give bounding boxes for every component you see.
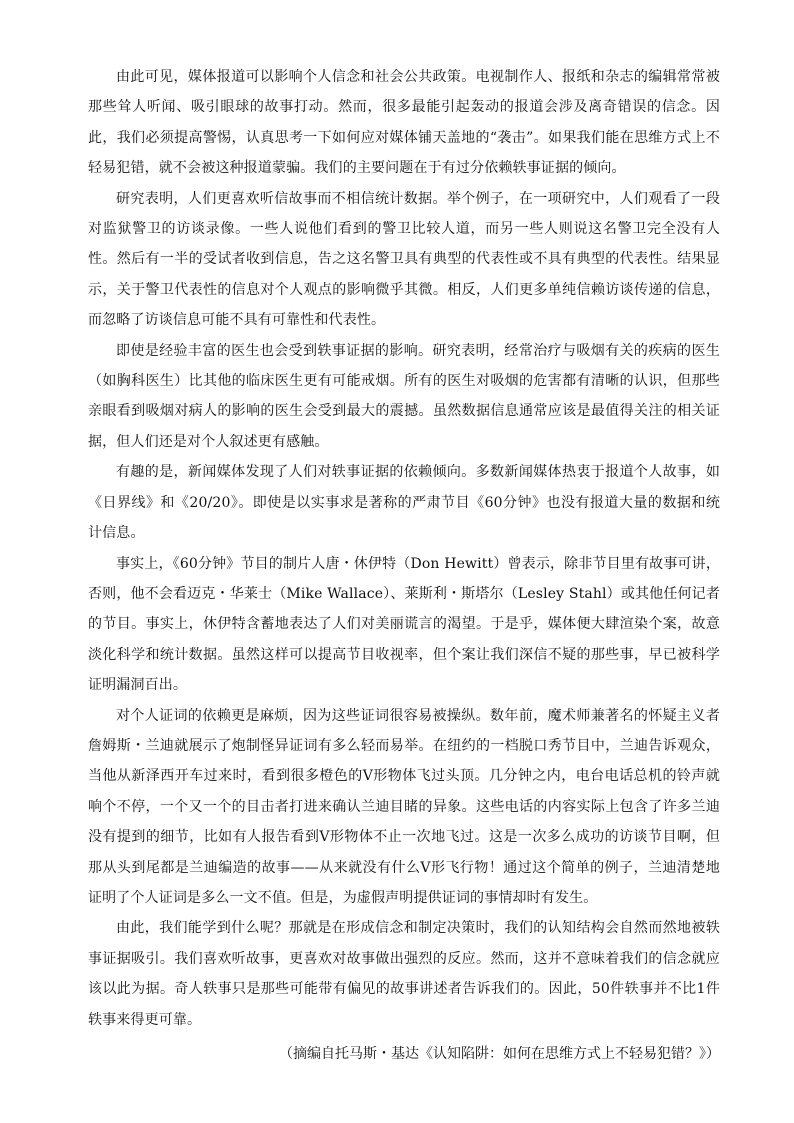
paragraph-5: 事实上，《60分钟》节目的制片人唐・休伊特（Don Hewitt）曾表示，除非节目里有故事可讲，否则，他不会看迈克・华莱士（Mike Wallace）、莱斯利・斯塔尔（Lesley Stahl）或其他任何记者的节目。事实上，休伊特含蓄地表达了人们对美丽谎言的渴望。于是乎，媒体便大肆渲染个案，故意淡化科学和统计数据。虽然这样可以提高节目收视率，但个案让我们深信不疑的那些事，早已被科学证明漏洞百出。	[88, 555, 720, 694]
source-citation: （摘编自托马斯・基达《认知陷阱：如何在思维方式上不轻易犯错？》）	[279, 1046, 720, 1062]
paragraph-3: 即使是经验丰富的医生也会受到轶事证据的影响。研究表明，经常治疗与吸烟有关的疾病的医生（如胸科医生）比其他的临床医生更有可能戒烟。所有的医生对吸烟的危害都有清晰的认识，但那些亲眼看到吸烟对病人的影响的医生会受到最大的震撼。虽然数据信息通常应该是最值得关注的相关证据，但人们还是对个人叙述更有感触。	[88, 342, 720, 450]
paragraph-1: 由此可见，媒体报道可以影响个人信念和社会公共政策。电视制作人、报纸和杂志的编辑常常被那些耸人听闻、吸引眼球的故事打动。然而，很多最能引起轰动的报道会涉及离奇错误的信念。因此，我们必须提高警惕，认真思考一下如何应对媒体铺天盖地的“袭击”。如果我们能在思维方式上不轻易犯错，就不会被这种报道蒙骗。我们的主要问题在于有过分依赖轶事证据的倾向。	[88, 69, 720, 177]
paragraph-6: 对个人证词的依赖更是麻烦，因为这些证词很容易被操纵。数年前，魔术师兼著名的怀疑主义者詹姆斯・兰迪就展示了炮制怪异证词有多么轻而易举。在纽约的一档脱口秀节目中，兰迪告诉观众，当他从新泽西开车过来时，看到很多橙色的V形物体飞过头顶。几分钟之内，电台电话总机的铃声就响个不停，一个又一个的目击者打进来确认兰迪目睹的异象。这些电话的内容实际上包含了许多兰迪没有提到的细节，比如有人报告看到V形物体不止一次地飞过。这是一次多么成功的访谈节目啊，但那从头到尾都是兰迪编造的故事——从来就没有什么V形飞行物！通过这个简单的例子，兰迪清楚地证明了个人证词是多么一文不值。但是，为虚假声明提供证词的事情却时有发生。	[88, 707, 720, 906]
paragraph-4: 有趣的是，新闻媒体发现了人们对轶事证据的依赖倾向。多数新闻媒体热衷于报道个人故事，如《日界线》和《20/20》。即使是以实事求是著称的严肃节目《60分钟》也没有报道大量的数据和统计信息。	[88, 464, 720, 542]
paragraph-2: 研究表明，人们更喜欢听信故事而不相信统计数据。举个例子，在一项研究中，人们观看了一段对监狱警卫的访谈录像。一些人说他们看到的警卫比较人道，而另一些人则说这名警卫完全没有人性。然后有一半的受试者收到信息，告之这名警卫具有典型的代表性或不具有典型的代表性。结果显示，关于警卫代表性的信息对个人观点的影响微乎其微。相反，人们更多单纯信赖访谈传递的信息，而忽略了访谈信息可能不具有可靠性和代表性。	[88, 190, 720, 329]
paragraph-7: 由此，我们能学到什么呢？那就是在形成信念和制定决策时，我们的认知结构会自然而然地被轶事证据吸引。我们喜欢听故事，更喜欢对故事做出强烈的反应。然而，这并不意味着我们的信念就应该以此为据。奇人轶事只是那些可能带有偏见的故事讲述者告诉我们的。因此，50件轶事并不比1件轶事来得更可靠。	[88, 920, 721, 1028]
document-page	[88, 62, 720, 1069]
